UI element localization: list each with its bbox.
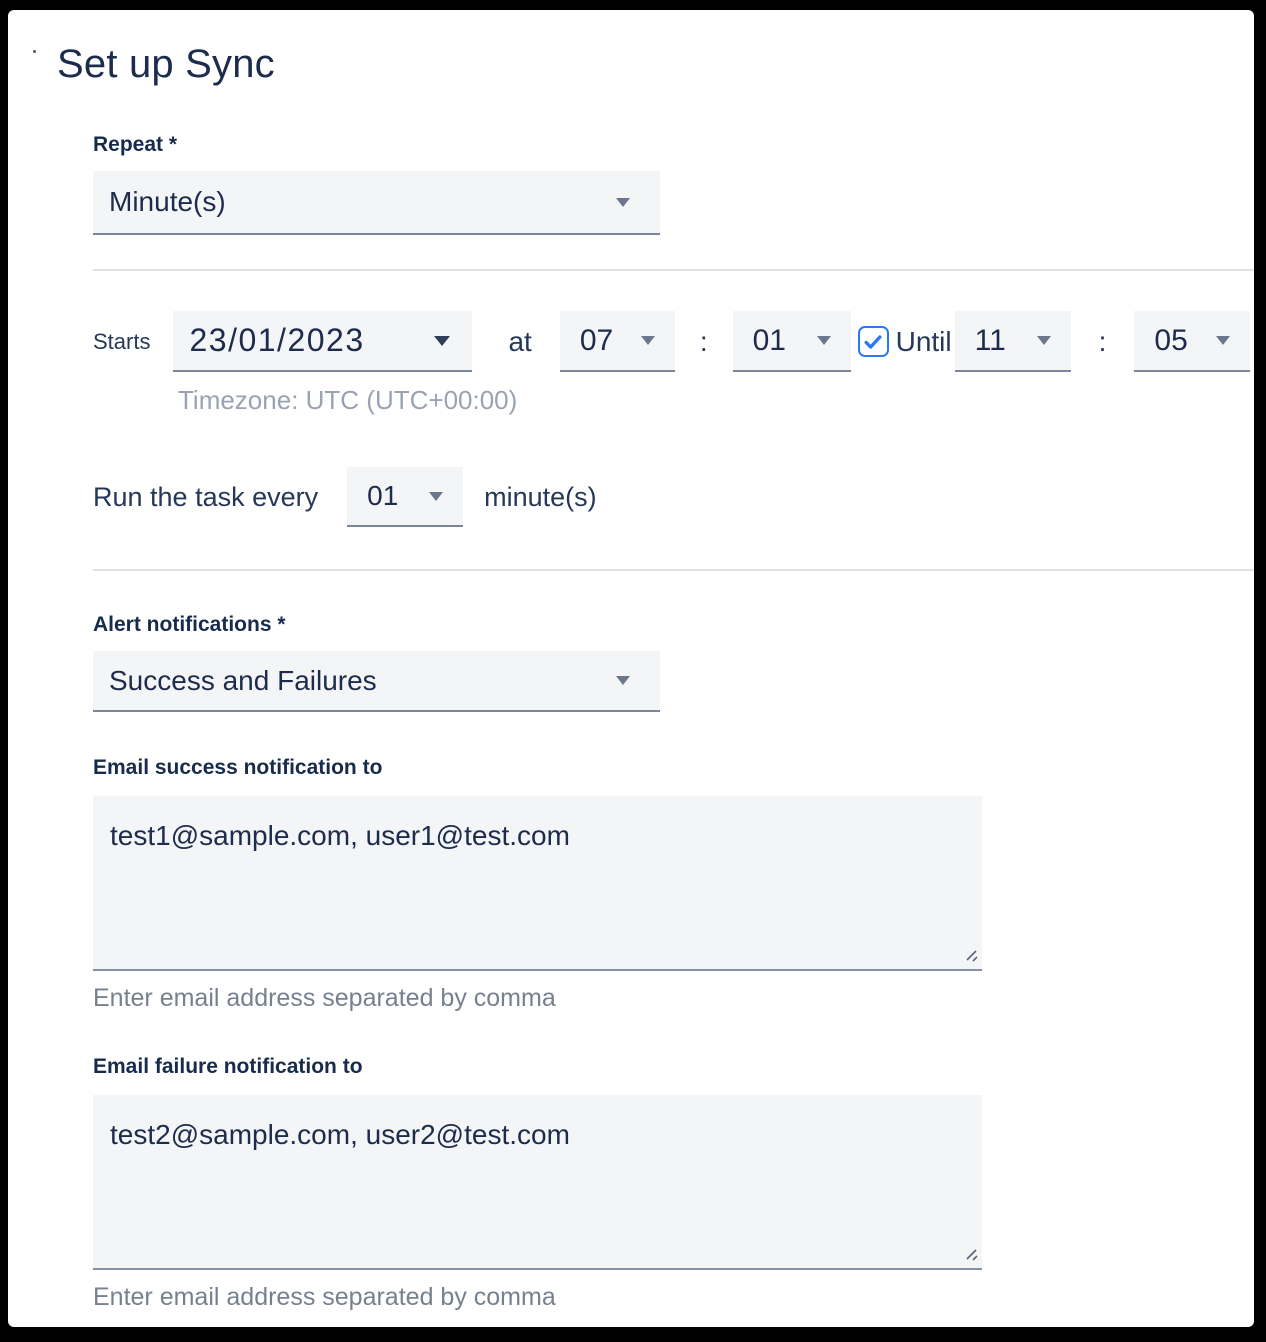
chevron-down-icon bbox=[641, 336, 655, 345]
dialog-set-up-sync bbox=[8, 10, 1254, 1327]
end-hour-value: 11 bbox=[974, 323, 1006, 357]
time-colon: : bbox=[1098, 325, 1107, 357]
at-label: at bbox=[508, 325, 532, 357]
section-divider bbox=[93, 569, 1254, 571]
starts-label: Starts bbox=[93, 328, 151, 354]
email-failure-input[interactable] bbox=[93, 1095, 982, 1270]
repeat-label: Repeat * bbox=[93, 133, 178, 156]
interval-value: 01 bbox=[367, 480, 399, 511]
chevron-down-icon bbox=[429, 492, 443, 501]
end-minute-value: 05 bbox=[1154, 323, 1188, 357]
section-divider bbox=[93, 269, 1254, 271]
end-hour-select[interactable] bbox=[955, 311, 1071, 372]
start-date-select[interactable] bbox=[173, 311, 472, 372]
interval-suffix-label: minute(s) bbox=[484, 481, 597, 512]
timezone-note: Timezone: UTC (UTC+00:00) bbox=[178, 385, 518, 415]
alert-notifications-select[interactable] bbox=[93, 651, 660, 712]
cursor-dot bbox=[33, 50, 36, 53]
alert-notifications-label: Alert notifications * bbox=[93, 613, 286, 636]
email-success-helper: Enter email address separated by comma bbox=[93, 984, 556, 1012]
start-hour-select[interactable] bbox=[560, 311, 675, 372]
page-title: Set up Sync bbox=[57, 42, 275, 86]
repeat-select[interactable] bbox=[93, 171, 660, 235]
chevron-down-icon bbox=[434, 336, 450, 346]
interval-prefix-label: Run the task every bbox=[93, 481, 319, 512]
chevron-down-icon bbox=[616, 198, 630, 207]
start-date-value: 23/01/2023 bbox=[189, 322, 365, 358]
email-failure-helper: Enter email address separated by comma bbox=[93, 1283, 556, 1311]
interval-select[interactable] bbox=[347, 467, 463, 527]
alert-notifications-value: Success and Failures bbox=[109, 664, 377, 696]
start-minute-value: 01 bbox=[752, 323, 786, 357]
email-success-label: Email success notification to bbox=[93, 756, 383, 779]
repeat-select-value: Minute(s) bbox=[109, 186, 226, 217]
email-success-input[interactable] bbox=[93, 796, 982, 971]
start-hour-value: 07 bbox=[579, 323, 614, 357]
checkmark-icon bbox=[862, 331, 884, 353]
until-label: Until bbox=[895, 325, 952, 357]
start-minute-select[interactable] bbox=[733, 311, 851, 372]
chevron-down-icon bbox=[817, 336, 831, 345]
time-colon: : bbox=[699, 325, 708, 357]
end-minute-select[interactable] bbox=[1134, 311, 1250, 372]
chevron-down-icon bbox=[616, 676, 630, 685]
chevron-down-icon bbox=[1216, 336, 1230, 345]
chevron-down-icon bbox=[1037, 336, 1051, 345]
until-checkbox[interactable] bbox=[858, 326, 889, 357]
email-failure-label: Email failure notification to bbox=[93, 1055, 363, 1078]
